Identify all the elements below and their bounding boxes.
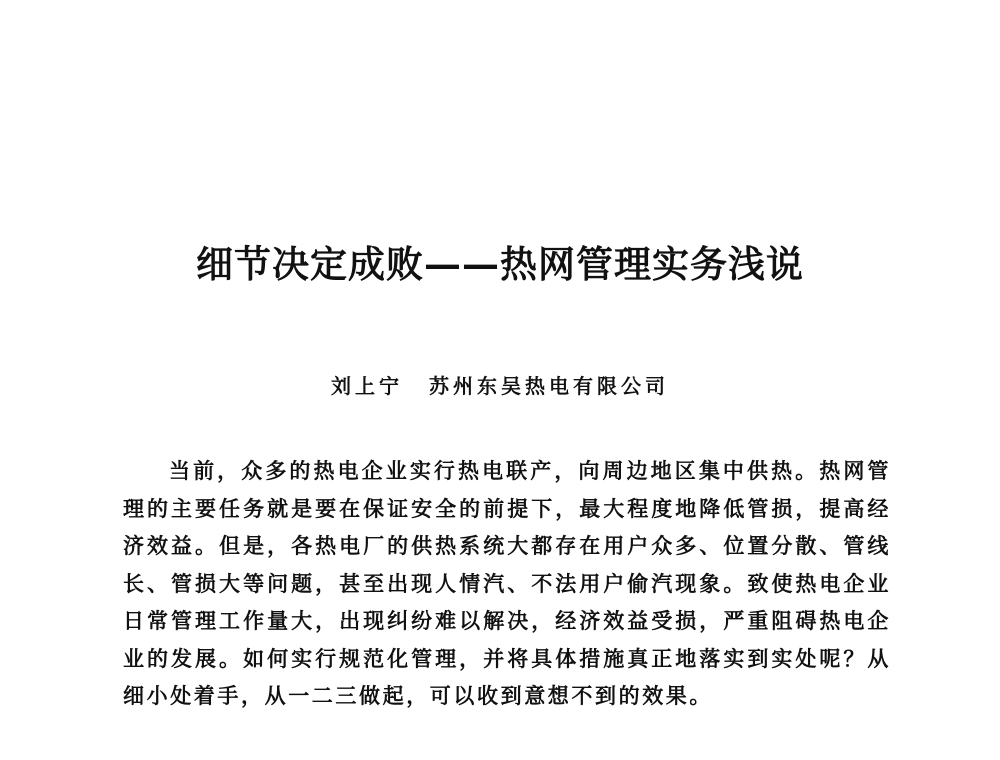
- author-affiliation: 苏州东吴热电有限公司: [429, 374, 669, 398]
- byline: [0, 372, 1000, 400]
- author-name: 刘上宁: [331, 374, 403, 398]
- body-paragraph: 当前，众多的热电企业实行热电联产，向周边地区集中供热。热网管理的主要任务就是要在保证安全的前提下，最大程度地降低管损，提高经济效益。但是，各热电厂的供热系统大都存在用户众多、位置分散、管线长、管损大等问题，甚至出现人情汽、不法用户偷汽现象。致使热电企业日常管理工作量大，出现纠纷难以解决，经济效益受损，严重阻碍热电企业的发展。如何实行规范化管理，并将具体措施真正地落实到实处呢？从细小处着手，从一二三做起，可以收到意想不到的效果。: [123, 458, 891, 708]
- article-title: 细节决定成败——热网管理实务浅说: [196, 242, 804, 286]
